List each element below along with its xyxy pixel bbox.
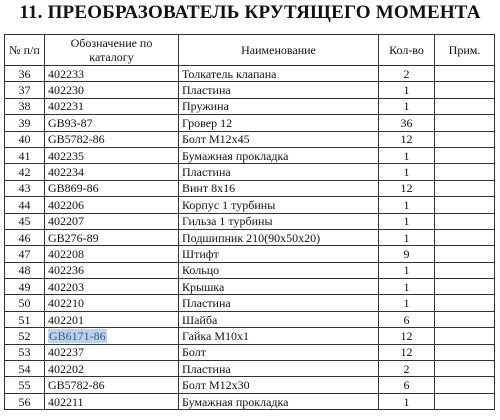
cell-name: Болт М12х45 xyxy=(179,131,379,147)
table-header-row xyxy=(5,35,495,66)
cell-catalog: GB276-89 xyxy=(45,229,179,245)
table-row xyxy=(5,295,495,311)
cell-catalog: 402236 xyxy=(45,262,179,278)
cell-name: Подшипник 210(90х50х20) xyxy=(179,229,379,245)
cell-note xyxy=(435,328,495,344)
cell-num: 53 xyxy=(5,344,45,360)
cell-num: 50 xyxy=(5,295,45,311)
cell-qty: 1 xyxy=(379,213,435,229)
cell-catalog: 402208 xyxy=(45,246,179,262)
cell-note xyxy=(435,131,495,147)
cell-catalog: 402202 xyxy=(45,361,179,377)
cell-catalog: 402230 xyxy=(45,82,179,98)
cell-catalog: GB869-86 xyxy=(45,180,179,196)
cell-note xyxy=(435,262,495,278)
cell-num: 43 xyxy=(5,180,45,196)
table-row xyxy=(5,311,495,327)
cell-qty: 12 xyxy=(379,328,435,344)
cell-catalog: 402234 xyxy=(45,164,179,180)
cell-qty: 2 xyxy=(379,361,435,377)
cell-num: 40 xyxy=(5,131,45,147)
cell-num: 37 xyxy=(5,82,45,98)
cell-qty: 6 xyxy=(379,311,435,327)
cell-qty: 1 xyxy=(379,295,435,311)
table-row xyxy=(5,66,495,82)
cell-name: Болт xyxy=(179,344,379,360)
cell-num: 39 xyxy=(5,115,45,131)
cell-num: 38 xyxy=(5,98,45,114)
cell-num: 52 xyxy=(5,328,45,344)
cell-catalog: 402235 xyxy=(45,147,179,163)
cell-qty: 1 xyxy=(379,82,435,98)
table-row xyxy=(5,131,495,147)
cell-note xyxy=(435,295,495,311)
cell-num: 42 xyxy=(5,164,45,180)
cell-name: Гайка М10х1 xyxy=(179,328,379,344)
cell-catalog: 402210 xyxy=(45,295,179,311)
cell-qty: 2 xyxy=(379,66,435,82)
cell-note xyxy=(435,229,495,245)
table-row xyxy=(5,393,495,409)
cell-qty: 1 xyxy=(379,229,435,245)
table-row xyxy=(5,147,495,163)
table-row xyxy=(5,164,495,180)
cell-num: 49 xyxy=(5,279,45,295)
cell-qty: 1 xyxy=(379,262,435,278)
cell-num: 41 xyxy=(5,147,45,163)
cell-qty: 1 xyxy=(379,393,435,409)
cell-num: 47 xyxy=(5,246,45,262)
cell-catalog: 402231 xyxy=(45,98,179,114)
cell-note xyxy=(435,98,495,114)
cell-catalog: GB5782-86 xyxy=(45,131,179,147)
cell-name: Толкатель клапана xyxy=(179,66,379,82)
cell-num: 56 xyxy=(5,393,45,409)
cell-note xyxy=(435,344,495,360)
table-row xyxy=(5,262,495,278)
cell-qty: 1 xyxy=(379,147,435,163)
cell-catalog: 402237 xyxy=(45,344,179,360)
cell-note xyxy=(435,246,495,262)
cell-name: Пластина xyxy=(179,82,379,98)
selected-text-highlight[interactable]: GB6171-86 xyxy=(49,328,106,343)
cell-num: 46 xyxy=(5,229,45,245)
cell-qty: 6 xyxy=(379,377,435,393)
cell-note xyxy=(435,393,495,409)
cell-qty: 12 xyxy=(379,131,435,147)
table-row xyxy=(5,361,495,377)
cell-catalog: 402211 xyxy=(45,393,179,409)
cell-name: Кольцо xyxy=(179,262,379,278)
cell-catalog: GB5782-86 xyxy=(45,377,179,393)
cell-note xyxy=(435,377,495,393)
cell-note xyxy=(435,197,495,213)
cell-note xyxy=(435,164,495,180)
cell-name: Крышка xyxy=(179,279,379,295)
page-title: 11. ПРЕОБРАЗОВАТЕЛЬ КРУТЯЩЕГО МОМЕНТА xyxy=(19,2,481,23)
cell-catalog: 402203 xyxy=(45,279,179,295)
cell-catalog xyxy=(45,328,179,344)
cell-num: 54 xyxy=(5,361,45,377)
cell-qty: 12 xyxy=(379,344,435,360)
cell-catalog: 402201 xyxy=(45,311,179,327)
cell-name: Винт 8х16 xyxy=(179,180,379,196)
cell-note xyxy=(435,361,495,377)
parts-table xyxy=(4,34,495,410)
table-row xyxy=(5,98,495,114)
cell-note xyxy=(435,66,495,82)
table-row xyxy=(5,279,495,295)
table-row xyxy=(5,246,495,262)
column-header-name: Наименование xyxy=(179,35,379,66)
cell-catalog: 402206 xyxy=(45,197,179,213)
table-row xyxy=(5,229,495,245)
cell-note xyxy=(435,311,495,327)
cell-qty: 9 xyxy=(379,246,435,262)
cell-note xyxy=(435,115,495,131)
table-body xyxy=(5,66,495,410)
cell-name: Бумажная прокладка xyxy=(179,393,379,409)
cell-note xyxy=(435,147,495,163)
cell-qty: 1 xyxy=(379,164,435,180)
cell-qty: 12 xyxy=(379,180,435,196)
cell-catalog: 402207 xyxy=(45,213,179,229)
cell-note xyxy=(435,213,495,229)
cell-name: Пластина xyxy=(179,295,379,311)
cell-qty: 1 xyxy=(379,98,435,114)
column-header-num: № п/п xyxy=(5,35,45,66)
cell-name: Пружина xyxy=(179,98,379,114)
cell-catalog: 402233 xyxy=(45,66,179,82)
table-row xyxy=(5,82,495,98)
table-row xyxy=(5,377,495,393)
cell-name: Болт М12х30 xyxy=(179,377,379,393)
cell-name: Бумажная прокладка xyxy=(179,147,379,163)
cell-num: 55 xyxy=(5,377,45,393)
cell-qty: 36 xyxy=(379,115,435,131)
cell-name: Штифт xyxy=(179,246,379,262)
cell-qty: 1 xyxy=(379,279,435,295)
cell-num: 36 xyxy=(5,66,45,82)
cell-qty: 1 xyxy=(379,197,435,213)
cell-name: Корпус 1 турбины xyxy=(179,197,379,213)
cell-catalog: GB93-87 xyxy=(45,115,179,131)
column-header-note: Прим. xyxy=(435,35,495,66)
table-row xyxy=(5,213,495,229)
table-row xyxy=(5,197,495,213)
cell-name: Шайба xyxy=(179,311,379,327)
cell-note xyxy=(435,82,495,98)
cell-num: 48 xyxy=(5,262,45,278)
cell-name: Пластина xyxy=(179,164,379,180)
column-header-catalog: Обозначение по каталогу xyxy=(45,35,179,66)
cell-note xyxy=(435,180,495,196)
cell-num: 51 xyxy=(5,311,45,327)
table-row xyxy=(5,115,495,131)
table-row xyxy=(5,344,495,360)
column-header-qty: Кол-во xyxy=(379,35,435,66)
table-row xyxy=(5,328,495,344)
table-row xyxy=(5,180,495,196)
cell-name: Гровер 12 xyxy=(179,115,379,131)
cell-note xyxy=(435,279,495,295)
cell-num: 44 xyxy=(5,197,45,213)
cell-name: Пластина xyxy=(179,361,379,377)
cell-name: Гильза 1 турбины xyxy=(179,213,379,229)
cell-num: 45 xyxy=(5,213,45,229)
